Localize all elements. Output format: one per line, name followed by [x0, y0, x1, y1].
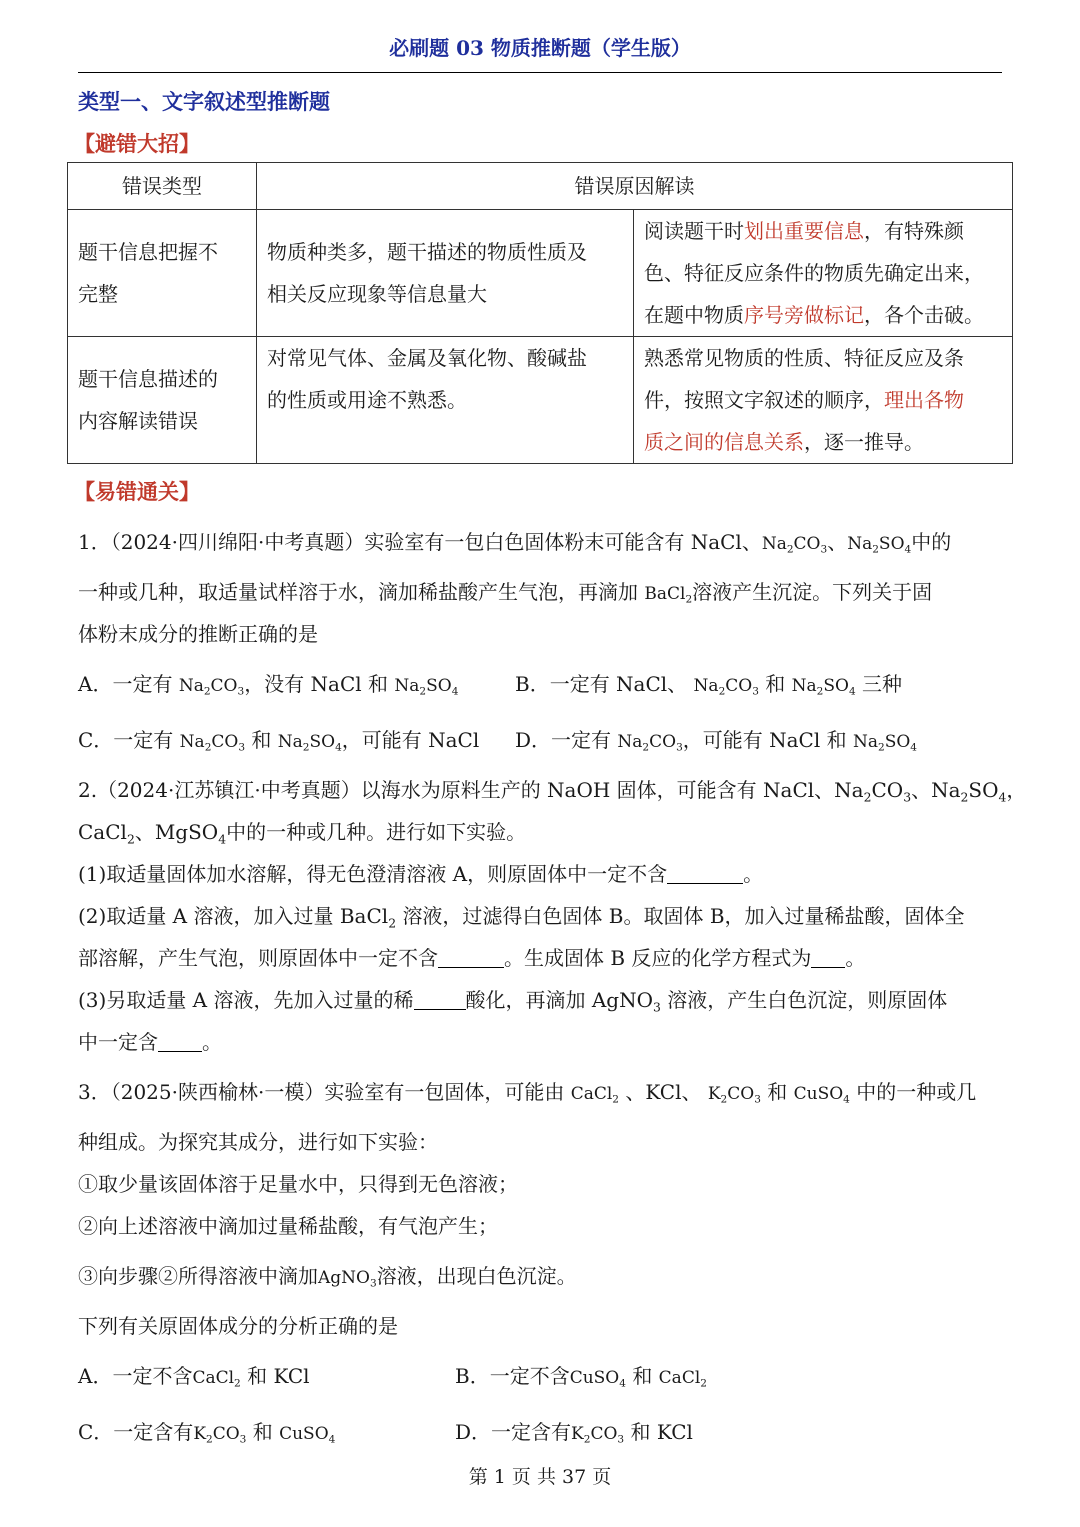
q3-line-1: 3．（2025·陕西榆林·一模）实验室有一包固体，可能由 CaCl$_2$ 、KCl、 $K_2CO_3$ 和 CuSO$_4$ 中的一种或几: [78, 1080, 977, 1106]
header-divider: [78, 72, 1002, 73]
avoid-errors-heading: 【避错大招】: [74, 131, 200, 156]
table-row: [68, 337, 1013, 464]
formula-na2co3: $Na_2CO_3$: [834, 778, 912, 805]
table-header-cell: 错误原因解读: [257, 163, 1013, 210]
error-reason-cell: 对常见气体、金属及氧化物、酸碱盐 的性质或用途不熟悉。: [257, 337, 634, 464]
q1-option-d[interactable]: D．一定有 $Na_2CO_3$，可能有 NaCl 和 $Na_2SO_4$: [515, 728, 917, 754]
q2-part-3-cont: 中一定含 。: [78, 1030, 222, 1054]
error-type-cell: 题干信息把握不 完整: [68, 210, 257, 337]
page-footer: 第 1 页 共 37 页: [468, 1466, 612, 1488]
q2-part-2: (2)取适量 A 溶液，加入过量 BaCl$_2$ 溶液，过滤得白色固体 B。取固体 B，加入过量稀盐酸，固体全: [78, 904, 965, 931]
error-reason-cell: 物质种类多，题干描述的物质性质及 相关反应现象等信息量大: [257, 210, 634, 337]
q3-option-b[interactable]: B．一定不含CuSO$_4$ 和 CaCl$_2$: [455, 1364, 707, 1390]
formula-cuso4: CuSO$_4$: [793, 1084, 850, 1106]
q3-option-a[interactable]: A．一定不含CaCl$_2$ 和 KCl: [78, 1364, 310, 1390]
q2-part-2-cont: 部溶解，产生气泡，则原固体中一定不含 。生成固体 B 反应的化学方程式为 。: [78, 946, 866, 970]
answer-blank[interactable]: [667, 863, 743, 884]
formula-agno3: AgNO$_3$: [591, 988, 661, 1015]
answer-blank[interactable]: [158, 1031, 202, 1052]
formula-cacl2: CaCl$_2$: [78, 820, 135, 847]
q2-line-1: 2.（2024·江苏镇江·中考真题）以海水为原料生产的 NaOH 固体，可能含有 NaCl、$Na_2CO_3$、$Na_2SO_4$，: [78, 778, 1027, 805]
table-row: [68, 210, 1013, 337]
q1-line-3: 体粉末成分的推断正确的是: [78, 622, 318, 646]
answer-blank[interactable]: [414, 989, 466, 1010]
formula-mgso4: MgSO$_4$: [154, 820, 227, 847]
formula-bacl2: BaCl$_2$: [644, 584, 693, 606]
section-title: 类型一、文字叙述型推断题: [78, 89, 330, 114]
highlight-text: 序号旁做标记: [744, 303, 864, 327]
error-tip-cell: 熟悉常见物质的性质、特征反应及条 件，按照文字叙述的顺序，理出各物 质之间的信息关系，逐一推导。: [634, 337, 1013, 464]
q3-step-2: ②向上述溶液中滴加过量稀盐酸，有气泡产生；: [78, 1214, 498, 1238]
q2-part-1: (1)取适量固体加水溶解，得无色澄清溶液 A，则原固体中一定不含 。: [78, 862, 764, 886]
highlight-text: 划出重要信息: [744, 219, 864, 243]
highlight-text: 理出各物: [884, 388, 964, 412]
q3-question: 下列有关原固体成分的分析正确的是: [78, 1314, 398, 1338]
error-type-cell: 题干信息描述的 内容解读错误: [68, 337, 257, 464]
formula-k2co3: $K_2CO_3$: [707, 1084, 761, 1106]
error-table: [67, 162, 1013, 464]
table-header-row: [68, 163, 1013, 210]
q3-step-1: ①取少量该固体溶于足量水中，只得到无色溶液；: [78, 1172, 518, 1196]
formula-cacl2: CaCl$_2$: [570, 1084, 619, 1106]
formula-na2so4: $Na_2SO_4$: [847, 534, 912, 556]
q1-line-1: 1．（2024·四川绵阳·中考真题）实验室有一包白色固体粉末可能含有 NaCl、$Na_2CO_3$、$Na_2SO_4$中的: [78, 530, 952, 556]
q1-line-2: 一种或几种，取适量试样溶于水，滴加稀盐酸产生气泡，再滴加 BaCl$_2$溶液产生沉淀。下列关于固: [78, 580, 933, 606]
q3-step-3: ③向步骤②所得溶液中滴加AgNO$_3$溶液，出现白色沉淀。: [78, 1264, 577, 1290]
pass-heading: 【易错通关】: [74, 479, 200, 504]
page-title: 必刷题 03 物质推断题（学生版）: [389, 36, 691, 60]
error-tip-cell: 阅读题干时划出重要信息，有特殊颜 色、特征反应条件的物质先确定出来， 在题中物质序号旁做标记，各个击破。: [634, 210, 1013, 337]
formula-na2so4: $Na_2SO_4$: [931, 778, 1007, 805]
q3-option-c[interactable]: C．一定含有$K_2CO_3$ 和 CuSO$_4$: [78, 1420, 336, 1446]
q1-option-a[interactable]: A．一定有 $Na_2CO_3$，没有 NaCl 和 $Na_2SO_4$: [78, 672, 459, 698]
answer-blank[interactable]: [438, 947, 504, 968]
q2-line-2: CaCl$_2$、MgSO$_4$中的一种或几种。进行如下实验。: [78, 820, 527, 847]
formula-agno3: AgNO$_3$: [318, 1268, 377, 1290]
answer-blank[interactable]: [811, 947, 845, 968]
q3-line-2: 种组成。为探究其成分，进行如下实验：: [78, 1130, 438, 1154]
highlight-text: 质之间的信息关系: [644, 430, 804, 454]
table-header-cell: 错误类型: [68, 163, 257, 210]
q1-option-b[interactable]: B．一定有 NaCl、 $Na_2CO_3$ 和 $Na_2SO_4$ 三种: [515, 672, 903, 698]
q1-option-c[interactable]: C．一定有 $Na_2CO_3$ 和 $Na_2SO_4$，可能有 NaCl: [78, 728, 480, 754]
q3-option-d[interactable]: D．一定含有$K_2CO_3$ 和 KCl: [455, 1420, 693, 1446]
q2-part-3: (3)另取适量 A 溶液，先加入过量的稀 酸化，再滴加 AgNO$_3$ 溶液，产生白色沉淀，则原固体: [78, 988, 948, 1015]
formula-bacl2: BaCl$_2$: [339, 904, 397, 931]
formula-na2co3: $Na_2CO_3$: [761, 534, 828, 556]
